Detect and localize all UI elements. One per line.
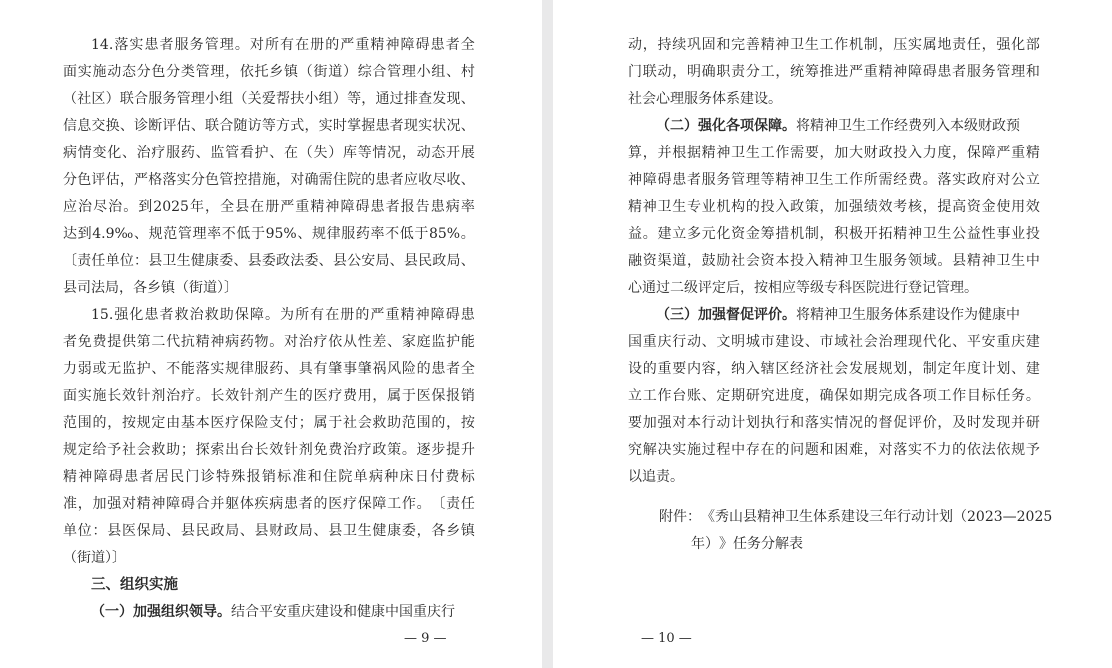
text-line: 精 神 障 碍 患 者 居 民 门 诊 特 殊 报 销 标 准 和 住 院 单 病 种 床 日 付 费 标 [63,469,475,485]
text-line: 面 实 施 动 态 分 色 分 类 管 理 ， 依 托 乡 镇 （ 街 道 ） 综 合 管 理 小 组 、 村 [63,64,475,80]
subsection-2-first-line [628,113,1040,140]
text-line: 设 的 重 要 内 容 ， 纳 入 辖 区 经 济 社 会 发 展 规 划 ， 制 定 年 度 计 划 、 建 [628,361,1040,377]
text-line: 心通过二级评定后，按相应等级专科医院进行登记管理。 [628,280,978,296]
text-line: 应 治 尽 治 。 到 2025 年 ， 全 县 在 册 严 重 精 神 障 碍 患 者 报 告 患 病 率 [63,199,475,215]
subsection-1-text: 结合平安重庆建设和健康中国重庆行 [231,604,455,620]
subsection-3-first-line [628,302,1040,329]
text-line: 〔 责 任 单 位 ： 县 卫 生 健 康 委 、 县 委 政 法 委 、 县 公 安 局 、 县 民 政 局 、 [63,253,475,269]
item-14-paragraph [63,32,475,302]
page-9-body [63,32,475,626]
text-line: 社会心理服务体系建设。 [628,91,782,107]
text-line: 单 位 ： 县 医 保 局 、 县 民 政 局 、 县 财 政 局 、 县 卫 生 健 康 委 ， 各 乡 镇 [63,523,475,539]
text-line: 动 ， 持 续 巩 固 和 完 善 精 神 卫 生 工 作 机 制 ， 压 实 属 地 责 任 ， 强 化 部 [628,37,1040,53]
text-line: 分 色 评 估 ， 严 格 落 实 分 色 管 控 措 施 ， 对 确 需 住 院 的 患 者 应 收 尽 收 、 [63,172,475,188]
text-line: 规 定 给 予 社 会 救 助 ； 探 索 出 台 长 效 针 剂 免 费 治 疗 政 策 。 逐 步 提 升 [63,442,475,458]
text-line: 面 实 施 长 效 针 剂 治 疗 。 长 效 针 剂 产 生 的 医 疗 费 用 ， 属 于 医 保 报 销 [63,388,475,404]
item-15-paragraph [63,302,475,572]
text-line: （ 社 区 ） 联 合 服 务 管 理 小 组 （ 关 爱 帮 扶 小 组 ） 等 ， 通 过 排 查 发 现 、 [63,91,475,107]
text-line: 县司法局，各乡镇（街道）〕 [63,280,238,296]
section-heading: 三、组织实施 [91,577,178,593]
text-line: 信 息 交 换 、 诊 断 评 估 、 联 合 随 访 等 方 式 ， 实 时 掌 握 患 者 现 实 状 况 、 [63,118,475,134]
text-line: 融 资 渠 道 ， 鼓 励 社 会 资 本 投 入 精 神 卫 生 服 务 领 域 。 县 精 神 卫 生 中 [628,253,1040,269]
text-line: 立 工 作 台 账 、 定 期 研 究 进 度 ， 确 保 如 期 完 成 各 项 工 作 目 标 任 务 。 [628,388,1040,404]
text-line: 要 加 强 对 本 行 动 计 划 执 行 和 落 实 情 况 的 督 促 评 价 ， 及 时 发 现 并 研 [628,415,1040,431]
text-line: 力 弱 或 无 监 护 、 不 能 落 实 规 律 服 药 、 具 有 肇 事 肇 祸 风 险 的 患 者 全 [63,361,475,377]
text-line: 算 ， 并 根 据 精 神 卫 生 工 作 需 要 ， 加 大 财 政 投 入 力 度 ， 保 障 严 重 精 [628,145,1040,161]
subsection-2-text: 将精神卫生工作经费列入本级财政预 [796,118,1020,134]
text-line: 门 联 动 ， 明 确 职 责 分 工 ， 统 筹 推 进 严 重 精 神 障 碍 患 者 服 务 管 理 和 [628,64,1040,80]
attachment-line: 年）》任务分解表 [691,536,803,552]
page-number: — 10 — [641,631,692,646]
subsection-1-first-line [63,599,475,626]
subsection-2-paragraph [628,113,1040,302]
page-10-body [628,32,1053,558]
text-line: 者 免 费 提 供 第 二 代 抗 精 神 病 药 物 。 对 治 疗 依 从 性 差 、 家 庭 监 护 能 [63,334,475,350]
document-page-9 [0,0,542,668]
text-line: 益 。 建 立 多 元 化 资 金 筹 措 机 制 ， 积 极 开 拓 精 神 卫 生 公 益 性 事 业 投 [628,226,1040,242]
document-page-10 [553,0,1112,668]
text-line: 以追责。 [628,469,684,485]
text-line: 准 ， 加 强 对 精 神 障 碍 合 并 躯 体 疾 病 患 者 的 医 疗 保 障 工 作 。 〔 责 任 [63,496,475,512]
text-line: 究 解 决 实 施 过 程 中 存 在 的 问 题 和 困 难 ， 对 落 实 不 力 的 依 法 依 规 予 [628,442,1040,458]
text-line: （街道）〕 [63,550,126,566]
subsection-3-text: 将精神卫生服务体系建设作为健康中 [796,307,1020,323]
subsection-3-title: （三）加强督促评价。 [656,307,796,323]
subsection-1-continuation [628,32,1040,113]
text-line: 国 重 庆 行 动 、 文 明 城 市 建 设 、 市 域 社 会 治 理 现 代 化 、 平 安 重 庆 建 [628,334,1040,350]
text-line: 范 围 的 ， 按 规 定 由 基 本 医 疗 保 险 支 付 ； 属 于 社 会 救 助 范 围 的 ， 按 [63,415,475,431]
subsection-1-title: （一）加强组织领导。 [91,604,231,620]
text-line: 15. 强 化 患 者 救 治 救 助 保 障 。 为 所 有 在 册 的 严 重 精 神 障 碍 患 [91,307,475,323]
text-line: 14. 落 实 患 者 服 务 管 理 。 对 所 有 在 册 的 严 重 精 神 障 碍 患 者 全 [91,37,475,53]
text-line: 达 到 4.9‰ 、 规 范 管 理 率 不 低 于 95% 、 规 律 服 药 率 不 低 于 85% 。 [63,226,475,242]
subsection-3-paragraph [628,302,1040,491]
text-line: 精 神 卫 生 专 业 机 构 的 投 入 政 策 ， 加 强 绩 效 考 核 ， 提 高 资 金 使 用 效 [628,199,1040,215]
text-line: 病 情 变 化 、 治 疗 服 药 、 监 管 看 护 、 在 （ 失 ） 库 等 情 况 ， 动 态 开 展 [63,145,475,161]
subsection-2-title: （二）强化各项保障。 [656,118,796,134]
text-line: 神 障 碍 患 者 服 务 管 理 等 精 神 卫 生 工 作 所 需 经 费 。 落 实 政 府 对 公 立 [628,172,1040,188]
page-number: — 9 — [404,631,447,646]
attachment-note [628,504,1053,558]
attachment-line: 附件：《秀山县精神卫生体系建设三年行动计划（2023—2025 [659,509,1053,525]
